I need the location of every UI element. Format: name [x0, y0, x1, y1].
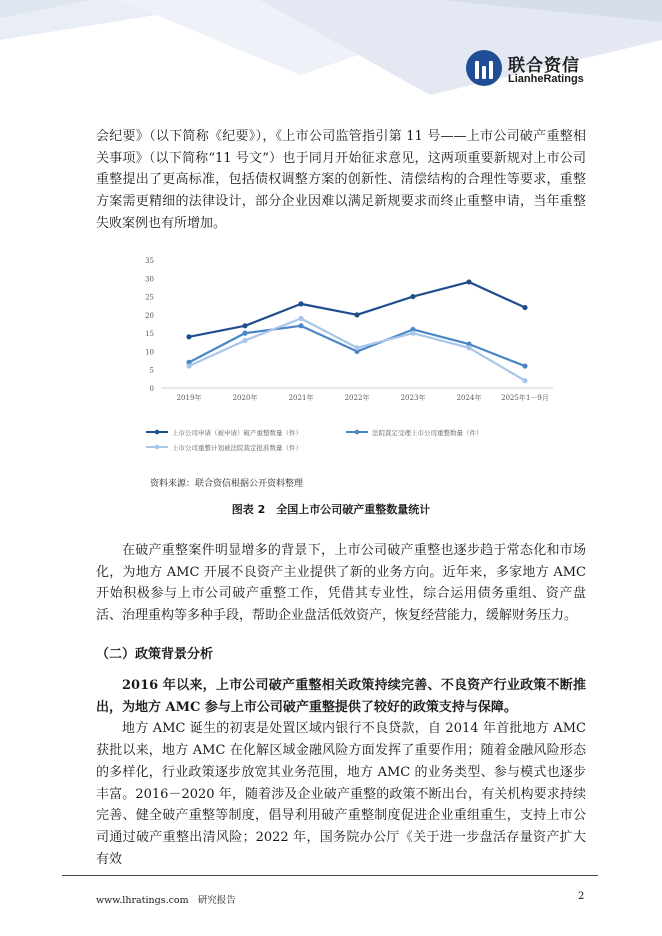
x-tick-label: 2020年 [232, 394, 258, 402]
data-point [410, 331, 415, 336]
y-tick-label: 0 [149, 385, 154, 393]
y-tick-label: 5 [149, 366, 154, 375]
data-point [298, 316, 303, 321]
section-heading: （二）政策背景分析 [96, 647, 214, 662]
data-point [242, 323, 247, 328]
data-point [354, 345, 359, 350]
legend-marker [155, 430, 160, 435]
paragraph-3-text: 2016 年以来，上市公司破产重整相关政策持续完善、不良资产行业政策不断推出，为地方 AMC 参与上市公司破产重整提供了较好的政策支持与保障。 [96, 678, 586, 715]
logo-chinese-name: 联合资信 [508, 56, 580, 76]
footer-site [96, 892, 236, 906]
data-point [410, 294, 415, 299]
footer-divider [62, 875, 598, 876]
x-tick-label: 2022年 [344, 394, 370, 402]
data-point [186, 363, 191, 368]
figure-caption: 图表 2 全国上市公司破产重整数量统计 [231, 503, 431, 516]
y-tick-label: 15 [145, 330, 154, 339]
x-tick-label: 2021年 [288, 394, 314, 402]
page-number: 2 [578, 891, 585, 902]
x-tick-label: 2024年 [456, 394, 482, 402]
paragraph-2 [96, 540, 586, 627]
data-point [522, 363, 527, 368]
y-tick-label: 10 [145, 348, 154, 357]
data-point [242, 331, 247, 336]
company-logo [466, 50, 586, 94]
legend-label: 上市公司申请（被申请）破产重整数量（件） [172, 429, 302, 437]
legend-marker [355, 430, 360, 435]
footer-url[interactable]: www.lhratings.com [96, 895, 189, 906]
x-tick-label: 2019年 [176, 394, 202, 402]
footer-label: 研究报告 [197, 895, 236, 906]
data-point [186, 334, 191, 339]
x-tick-label: 2025年1－9月 [501, 394, 549, 402]
data-point [242, 338, 247, 343]
data-point [522, 305, 527, 310]
data-point [466, 345, 471, 350]
logo-mark-icon [466, 50, 502, 86]
legend-label: 法院裁定受理上市公司重整数量（件） [372, 429, 483, 437]
x-tick-label: 2023年 [400, 394, 426, 402]
series-line [189, 282, 525, 337]
paragraph-2-text: 在破产重整案件明显增多的背景下，上市公司破产重整也逐步趋于常态化和市场化，为地方 AMC 开展不良资产主业提供了新的业务方向。近年来，多家地方 AMC 开始积极参与上市公司破产重整工作，凭借其专业性，综合运用债务重组、资产盘活、治理重构等多种手段，帮助企业盘活低效资产，恢复经营能力，缓解财务压力。 [96, 543, 586, 624]
y-tick-label: 30 [145, 275, 154, 284]
data-point [298, 323, 303, 328]
figure-source: 资料来源：联合资信根据公开资料整理 [150, 479, 304, 489]
y-tick-label: 25 [145, 293, 154, 302]
y-tick-label: 20 [145, 311, 154, 320]
data-point [298, 301, 303, 306]
y-tick-label: 35 [145, 257, 154, 265]
paragraph-1-text: 会纪要》（以下简称《纪要》），《上市公司监管指引第 11 号——上市公司破产重整相关事项》（以下简称“11 号文”）也于同月开始征求意见，这两项重要新规对上市公司重整提出了更高标准，包括债权调整方案的创新性、清偿结构的合理性等要求，重整方案需更精细的法律设计，部分企业因难以满足新规要求而终止重整申请，当年重整失败案例也有所增加。 [96, 129, 586, 231]
data-point [522, 378, 527, 383]
line-chart [96, 252, 556, 467]
paragraph-4-text: 地方 AMC 诞生的初衷是处置区域内银行不良贷款，自 2014 年首批地方 AMC 获批以来，地方 AMC 在化解区域金融风险方面发挥了重要作用；随着金融风险形态的多样化，行业政策逐步放宽其业务范围，地方 AMC 的业务类型、参与模式也逐步丰富。2016－2020 年，随着涉及企业破产重整的政策不断出台，有关机构要求持续完善、健全破产重整等制度，倡导利用破产重整制度促进企业重组重生，支持上市公司通过破产重整出清风险；2022 年，国务院办公厅《关于进一步盘活存量资产扩大有效 [96, 721, 586, 867]
paragraph-3 [96, 675, 586, 870]
legend-marker [155, 445, 160, 450]
logo-english-name: LianheRatings [508, 73, 584, 85]
data-point [466, 279, 471, 284]
data-point [354, 312, 359, 317]
paragraph-1 [96, 126, 586, 235]
legend-label: 上市公司重整计划被法院裁定批准数量（件） [172, 444, 302, 452]
